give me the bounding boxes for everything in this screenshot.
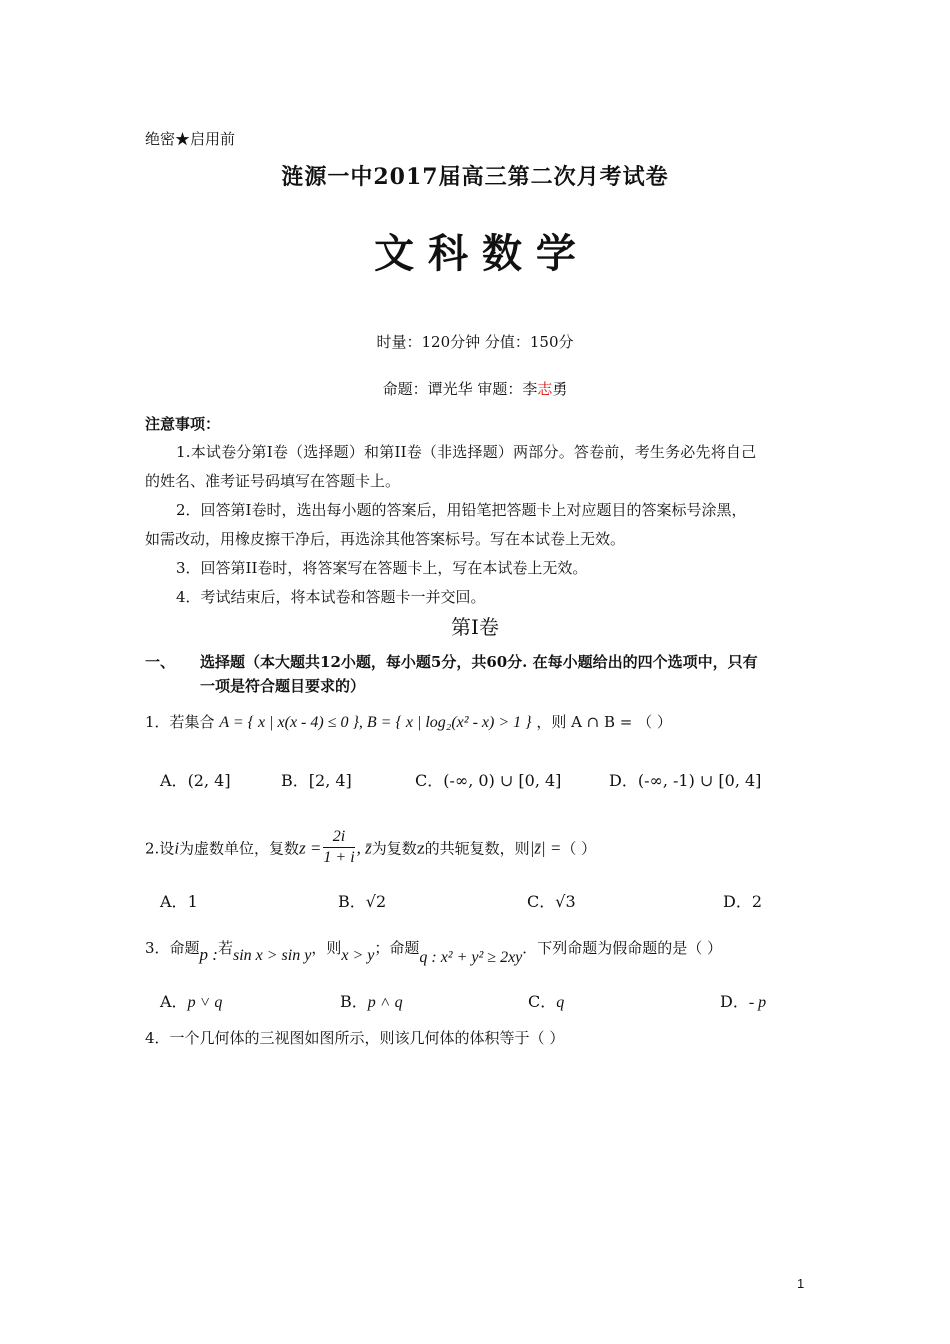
q3-p: p : <box>199 945 218 964</box>
notice-item2-line2: 如需改动，用橡皮擦干净后，再选涂其他答案标号。写在本试卷上无效。 <box>145 530 626 548</box>
q3-option-b-label: B． <box>340 992 368 1011</box>
q2-abs: |z̄| = <box>529 838 562 858</box>
q2-option-d[interactable] <box>723 889 762 912</box>
q4-stem: 4．一个几何体的三视图如图所示，则该几何体的体积等于（ ） <box>145 1029 565 1047</box>
q1-option-b-text: [2, 4] <box>308 771 352 790</box>
section-line1: 选择题（本大题共12小题，每小题5分，共60分. 在每小题给出的四个选项中，只有 <box>200 653 758 671</box>
q1-option-a[interactable] <box>160 768 231 791</box>
q2-option-b-label: B． <box>338 892 366 911</box>
q3-a: 3．命题 <box>145 939 200 957</box>
q1-option-b-label: B． <box>281 771 309 790</box>
q1-set-a: A = { x | x(x - 4) ≤ 0 } <box>219 714 359 731</box>
q2-prefix: 2.设 <box>145 839 175 858</box>
subject-title: 文 科 数 学 <box>374 231 576 277</box>
q2-i-symbol: i <box>174 838 180 858</box>
q3-option-b-text: p ˄ q <box>367 994 403 1011</box>
q3-cond: sin x > sin y <box>232 947 312 964</box>
q1-option-d[interactable] <box>609 768 761 791</box>
q2-z-eq: z = <box>299 838 322 858</box>
notice-item2-line1: 2．回答第Ⅰ卷时，选出每小题的答案后，用铅笔把答题卡上对应题目的答案标号涂黑， <box>176 501 747 519</box>
q3-option-a-text: p ˅ q <box>187 994 223 1011</box>
q3-stem <box>145 937 723 966</box>
q1-option-a-text: (2, 4] <box>187 771 231 790</box>
q3-b: 若 <box>217 939 233 957</box>
q2-mid: 为虚数单位，复数 <box>179 839 300 858</box>
q2-suffix: （ ） <box>561 839 597 858</box>
q2-mid2: 为复数z的共轭复数，则 <box>371 839 530 858</box>
q3-concl: x > y <box>341 947 375 964</box>
q2-option-d-text: 2 <box>751 892 763 911</box>
q2-stem <box>145 829 596 870</box>
q2-frac-num: 2i <box>323 827 354 848</box>
q2-option-b-text: √2 <box>365 892 387 911</box>
q1-option-a-label: A． <box>160 771 188 790</box>
notice-item1-line1: 1.本试卷分第Ⅰ卷（选择题）和第II卷（非选择题）两部分。答卷前，考生务必先将自己 <box>176 443 757 461</box>
time-score: 时量：120分钟 分值：150分 <box>376 333 574 351</box>
q1-stem <box>145 711 672 732</box>
q1-suffix: ，则 A ∩ B = （ ） <box>536 713 672 731</box>
authors-suffix: 勇 <box>552 380 568 398</box>
q3-option-b[interactable] <box>340 989 403 1012</box>
q2-option-c-text: √3 <box>555 892 576 911</box>
q2-option-a-text: 1 <box>187 892 198 911</box>
q2-option-d-label: D． <box>723 892 752 911</box>
secret-label: 绝密★启用前 <box>145 130 236 148</box>
q2-frac-den: 1 + i <box>323 849 355 866</box>
q3-option-c-text: q <box>556 994 565 1011</box>
q1-option-c[interactable] <box>415 768 561 791</box>
q2-option-b[interactable] <box>338 889 386 912</box>
q3-option-a[interactable] <box>160 989 222 1012</box>
q3-e: ．下列命题为假命题的是（ ） <box>522 939 723 957</box>
section-line2: 一项是符合题目要求的） <box>200 677 366 695</box>
q1-set-b: , B = { x | log₂(x² - x) > 1 } <box>358 714 532 731</box>
q3-qprop: q : x² + y² ≥ 2xy <box>419 949 523 966</box>
q3-c: ，则 <box>311 939 342 957</box>
q1-option-b[interactable] <box>281 768 352 791</box>
authors-red-char: 志 <box>537 380 553 398</box>
q3-option-d-label: D． <box>720 992 749 1011</box>
q2-option-a[interactable] <box>160 889 198 912</box>
q3-option-c[interactable] <box>528 989 564 1012</box>
q1-option-d-text: (-∞, -1) ∪ [0, 4] <box>637 771 762 790</box>
q1-prefix: 1．若集合 <box>145 713 215 731</box>
q3-option-d-text: - p <box>748 994 767 1011</box>
q2-option-a-label: A． <box>160 892 188 911</box>
q3-option-c-label: C． <box>528 992 557 1011</box>
q1-option-c-label: C． <box>415 771 444 790</box>
q2-option-c-label: C． <box>527 892 556 911</box>
notice-item1-line2: 的姓名、准考证号码填写在答题卡上。 <box>145 472 401 490</box>
q3-d: ；命题 <box>374 939 420 957</box>
notice-item4: 4．考试结束后，将本试卷和答题卡一并交回。 <box>176 588 486 606</box>
q1-option-c-text: (-∞, 0) ∪ [0, 4] <box>443 771 562 790</box>
notice-heading: 注意事项： <box>145 415 221 433</box>
notice-item3: 3．回答第II卷时，将答案写在答题卡上，写在本试卷上无效。 <box>176 559 588 577</box>
q3-option-d[interactable] <box>720 989 766 1012</box>
q2-zbar: , z̄ <box>356 838 372 858</box>
q2-option-c[interactable] <box>527 889 576 912</box>
part-title: 第Ⅰ卷 <box>451 615 499 639</box>
page-number: 1 <box>797 1276 805 1291</box>
authors-prefix: 命题：谭光华 审题：李 <box>382 380 538 398</box>
section-number: 一、 <box>145 653 176 671</box>
q2-fraction <box>323 827 354 868</box>
q3-option-a-label: A． <box>160 992 188 1011</box>
authors <box>0 378 950 399</box>
school-title: 涟源一中2017届高三第二次月考试卷 <box>281 164 669 190</box>
q1-option-d-label: D． <box>609 771 638 790</box>
